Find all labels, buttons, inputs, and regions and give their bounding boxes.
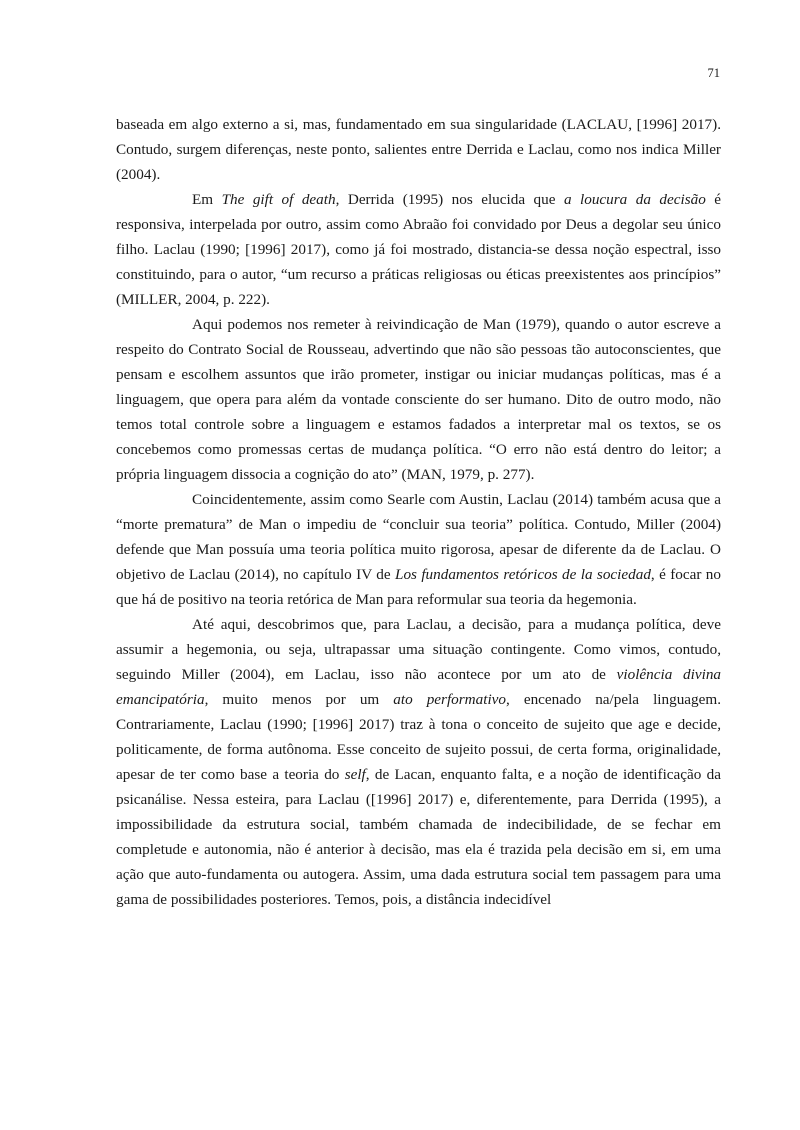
paragraph [116, 612, 721, 912]
page-number: 71 [707, 66, 720, 80]
text-segment: , encenado na/pela linguagem. Contrariamente, Laclau (1990; [1996] 2017) traz à tona o conceito de sujeito que age e decide, politicamente, de forma autônoma. Esse conceito de sujeito possui, de certa forma, originalidade, apesar de ter como base a teoria do [116, 691, 721, 783]
text-segment: Coincidentemente, assim como Searle com Austin, Laclau (2014) também acusa que a “morte prematura” de Man o impediu de “concluir sua teoria” política. Contudo, Miller (2004) defende que Man possuía uma teoria política muito rigorosa, apesar de diferente da de Laclau. O objetivo de Laclau (2014), no capítulo IV de [116, 491, 721, 583]
paragraph [116, 112, 721, 187]
body-text [116, 112, 721, 912]
text-segment: , é focar no que há de positivo na teoria retórica de Man para reformular sua teoria da hegemonia. [116, 566, 721, 608]
paragraph [116, 312, 721, 487]
italic-text: Los fundamentos retóricos de la sociedad [395, 566, 651, 583]
text-segment: , de Lacan, enquanto falta, e a noção de identificação da psicanálise. Nessa esteira, para Laclau ([1996] 2017) e, diferentemente, para Derrida (1995), a impossibilidade da estrutura social, também chamada de indecibilidade, de se fechar em completude e autonomia, não é anterior à decisão, mas ela é trazida pela decisão em si, em uma ação que auto-fundamenta ou autogera. Assim, uma dada estrutura social tem passagem para uma gama de possibilidades posteriores. Temos, pois, a distância indecidível [116, 766, 721, 908]
italic-text: self [344, 766, 366, 783]
text-segment: Até aqui, descobrimos que, para Laclau, a decisão, para a mudança política, deve assumir a hegemonia, ou seja, ultrapassar uma situação contingente. Como vimos, contudo, seguindo Miller (2004), em Laclau, isso não acontece por um ato de [116, 616, 721, 683]
italic-text: a loucura da decisão [563, 191, 706, 208]
paragraph [116, 187, 721, 312]
text-segment: é responsiva, interpelada por outro, assim como Abraão foi convidado por Deus a degolar seu único filho. Laclau (1990; [1996] 2017), como já foi mostrado, distancia-se dessa noção espectral, isso constituindo, para o autor, “um recurso a práticas religiosas ou éticas preexistentes aos princípios” (MILLER, 2004, p. 222). [116, 191, 722, 308]
italic-text: ato performativo [393, 691, 507, 708]
italic-text: violência divina emancipatória [116, 666, 722, 708]
paragraph [116, 487, 721, 612]
text-segment: , Derrida (1995) nos elucida que [335, 191, 564, 208]
text-segment: Em [192, 191, 222, 208]
text-segment: Aqui podemos nos remeter à reivindicação de Man (1979), quando o autor escreve a respeito do Contrato Social de Rousseau, advertindo que não são pessoas tão autoconscientes, que pensam e escolhem assuntos que irão prometer, instigar ou iniciar mudanças políticas, mas é a linguagem, que opera para além da vontade consciente do ser humano. Dito de outro modo, não temos total controle sobre a linguagem e estamos fadados a interpretar mal os textos, se os concebemos como promessas certas de mudança política. “O erro não está dentro do leitor; a própria linguagem dissocia a cognição do ato” (MAN, 1979, p. 277). [116, 316, 721, 483]
text-segment: baseada em algo externo a si, mas, fundamentado em sua singularidade (LACLAU, [1996] 2017). Contudo, surgem diferenças, neste ponto, salientes entre Derrida e Laclau, como nos indica Miller (2004). [116, 116, 721, 183]
italic-text: The gift of death [221, 191, 336, 208]
text-segment: , muito menos por um [204, 691, 394, 708]
